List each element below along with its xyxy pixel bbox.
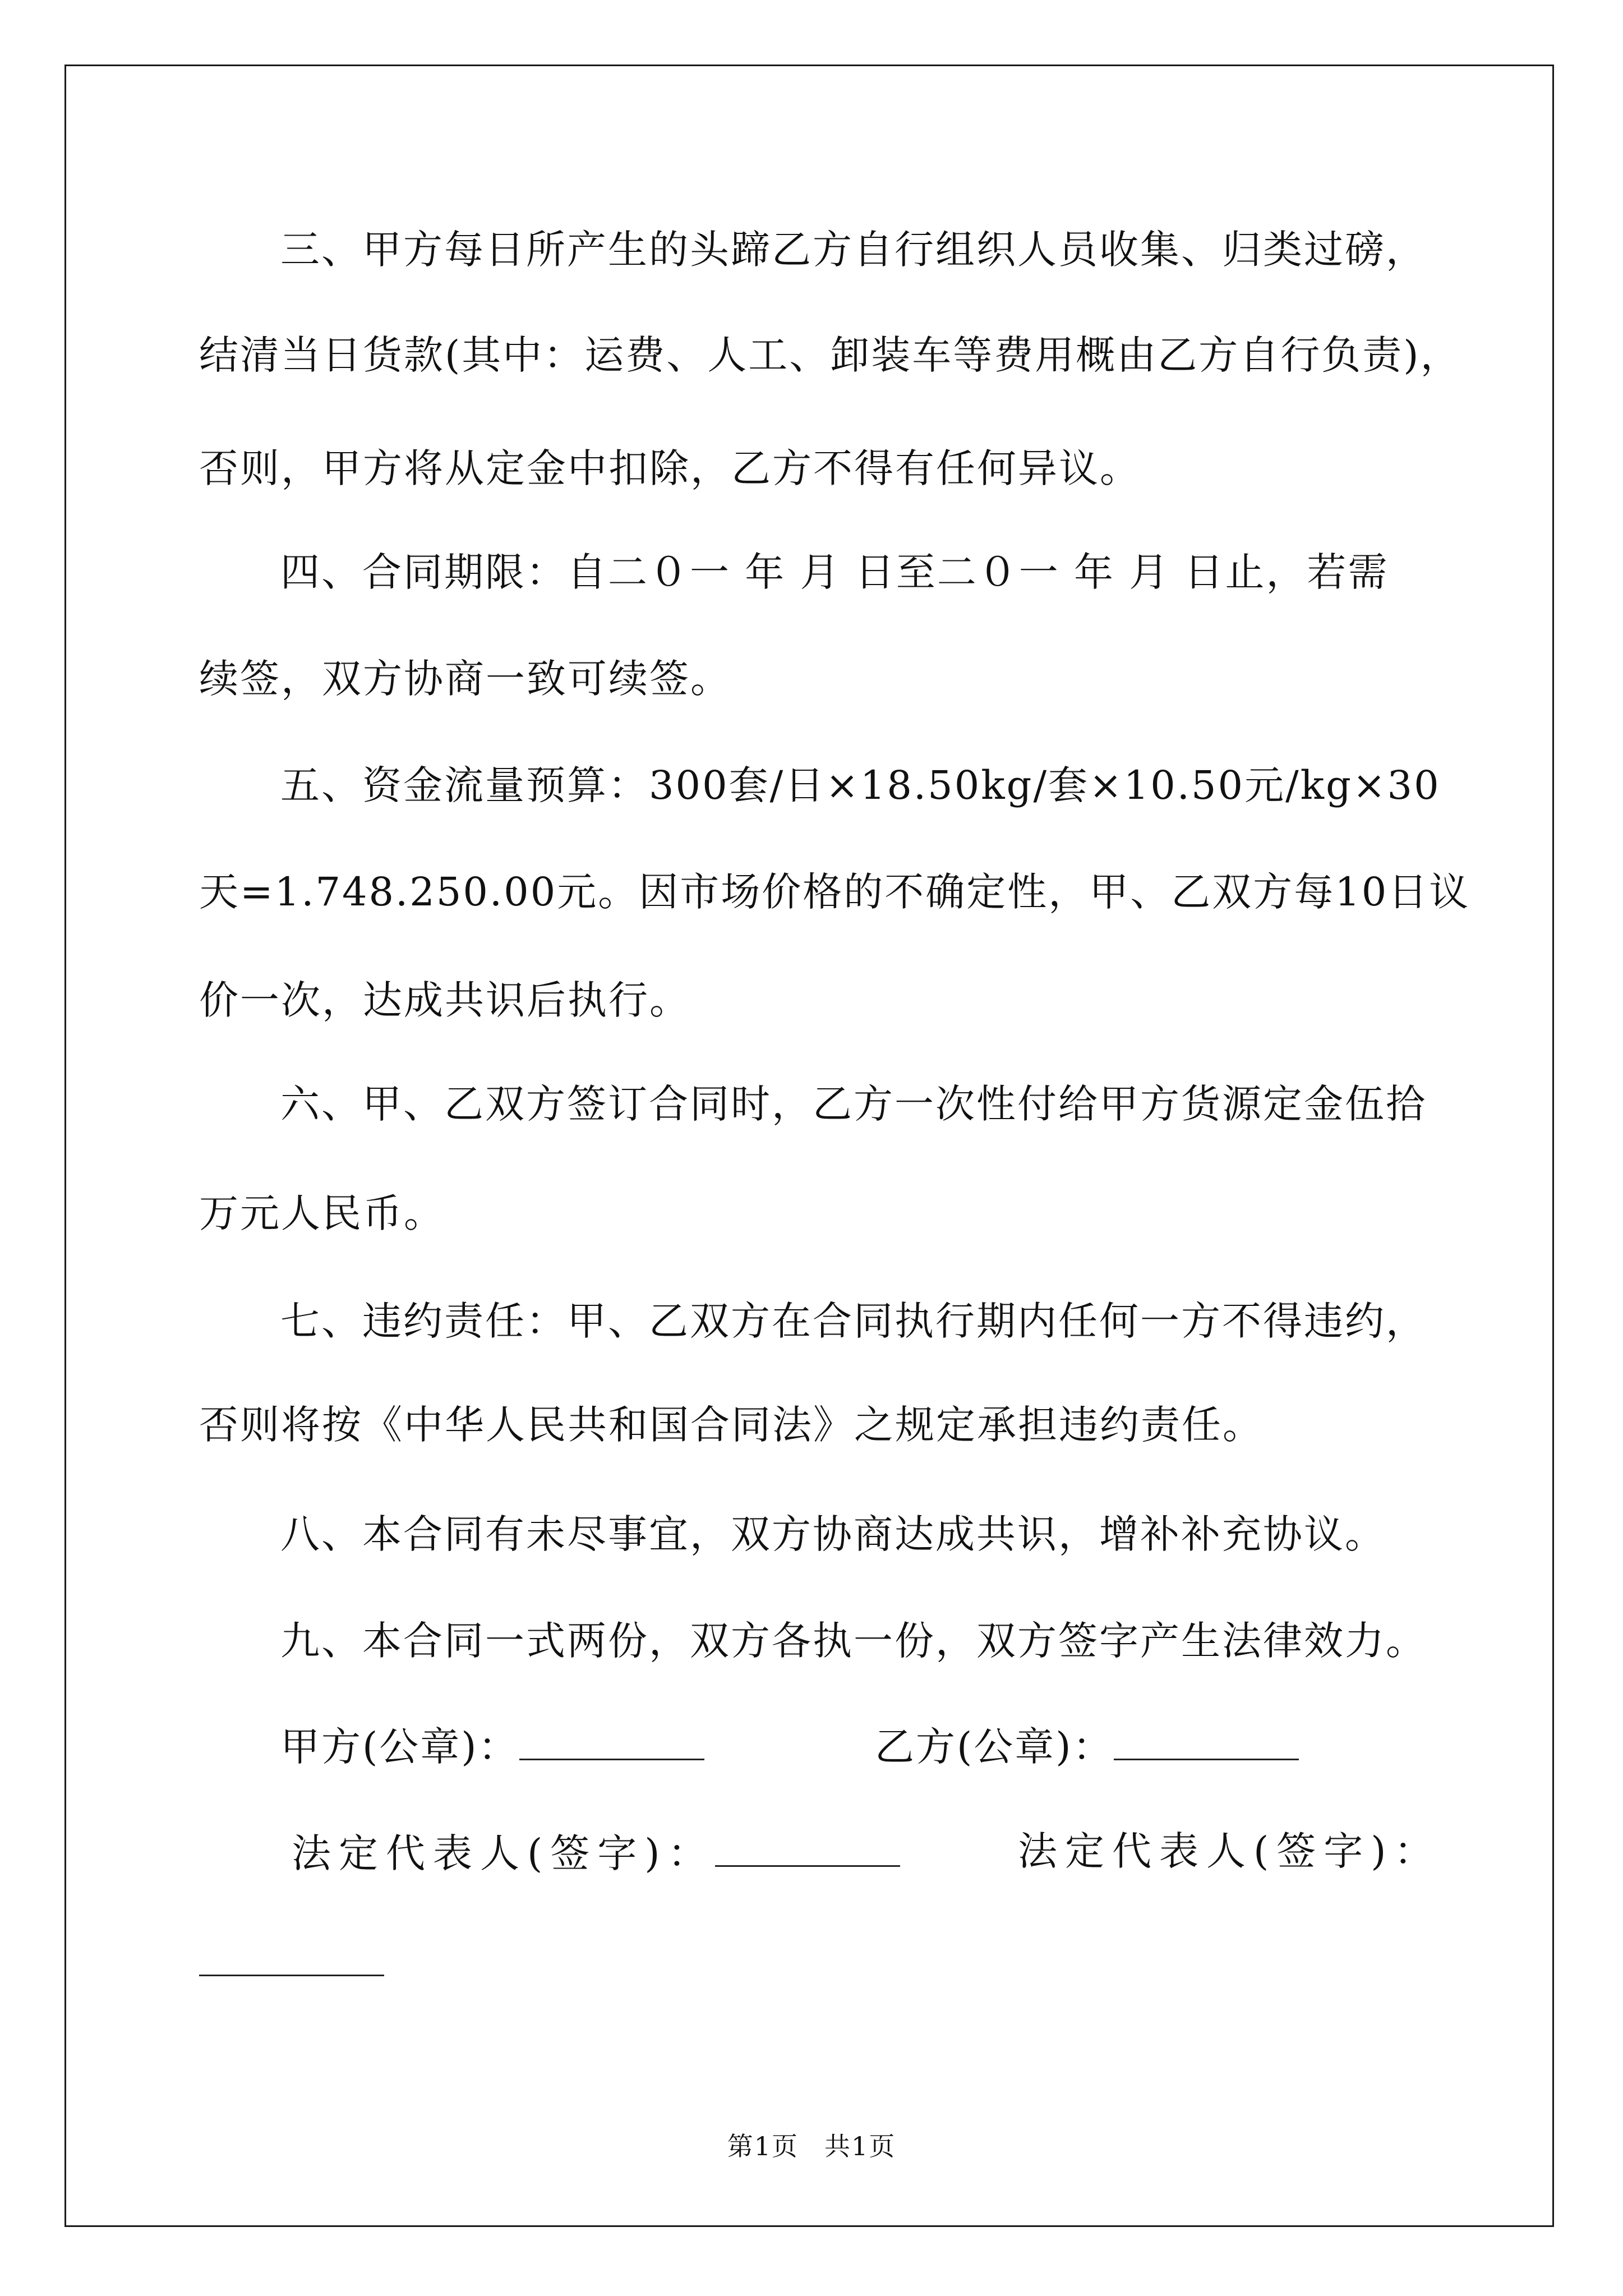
party-a-rep-blank bbox=[715, 1832, 900, 1867]
party-b-seal-label: 乙方(公章)： bbox=[875, 1724, 1114, 1770]
party-b-seal-blank bbox=[1114, 1725, 1299, 1760]
party-a-seal-label: 甲方(公章)： bbox=[280, 1724, 519, 1770]
party-a-seal-blank bbox=[519, 1725, 704, 1760]
clause-3-line-3: 否则，甲方将从定金中扣除，乙方不得有任何异议。 bbox=[199, 445, 1141, 491]
party-a-rep-field bbox=[292, 1830, 900, 1876]
clause-5-line-2: 天=1.748.250.00元。因市场价格的不确定性，甲、乙双方每10日议 bbox=[199, 869, 1470, 915]
page-border bbox=[64, 65, 1554, 2227]
clause-6-line-2: 万元人民币。 bbox=[199, 1190, 445, 1236]
page-number: 第1页 bbox=[727, 2131, 799, 2161]
party-a-rep-label: 法定代表人(签字)： bbox=[292, 1830, 715, 1876]
party-b-rep-blank-wrap bbox=[199, 1941, 384, 1982]
party-b-seal-field bbox=[875, 1724, 1299, 1770]
clause-3-line-2: 结清当日货款(其中：运费、人工、卸装车等费用概由乙方自行负责)， bbox=[199, 332, 1461, 378]
clause-3-line-1: 三、甲方每日所产生的头蹄乙方自行组织人员收集、归类过磅， bbox=[280, 227, 1427, 273]
clause-7-line-1: 七、违约责任：甲、乙双方在合同执行期内任何一方不得违约， bbox=[280, 1298, 1427, 1344]
party-b-rep-label: 法定代表人(签字)： bbox=[1018, 1828, 1441, 1874]
clause-5-line-3: 价一次，达成共识后执行。 bbox=[199, 977, 690, 1023]
party-b-rep-blank bbox=[199, 1941, 384, 1976]
clause-7-line-2: 否则将按《中华人民共和国合同法》之规定承担违约责任。 bbox=[199, 1402, 1264, 1448]
clause-9: 九、本合同一式两份，双方各执一份，双方签字产生法律效力。 bbox=[280, 1618, 1427, 1664]
clause-8: 八、本合同有未尽事宜，双方协商达成共识，增补补充协议。 bbox=[280, 1511, 1386, 1557]
page-footer bbox=[0, 2126, 1623, 2163]
party-a-seal-field bbox=[280, 1724, 704, 1770]
clause-5-line-1: 五、资金流量预算：300套/日×18.50kg/套×10.50元/kg×30 bbox=[280, 762, 1441, 808]
clause-4-line-2: 续签，双方协商一致可续签。 bbox=[199, 656, 731, 702]
page-total: 共1页 bbox=[824, 2131, 896, 2161]
clause-6-line-1: 六、甲、乙双方签订合同时，乙方一次性付给甲方货源定金伍拾 bbox=[280, 1081, 1427, 1127]
clause-4-line-1: 四、合同期限：自二０一 年 月 日至二０一 年 月 日止，若需 bbox=[280, 549, 1389, 595]
